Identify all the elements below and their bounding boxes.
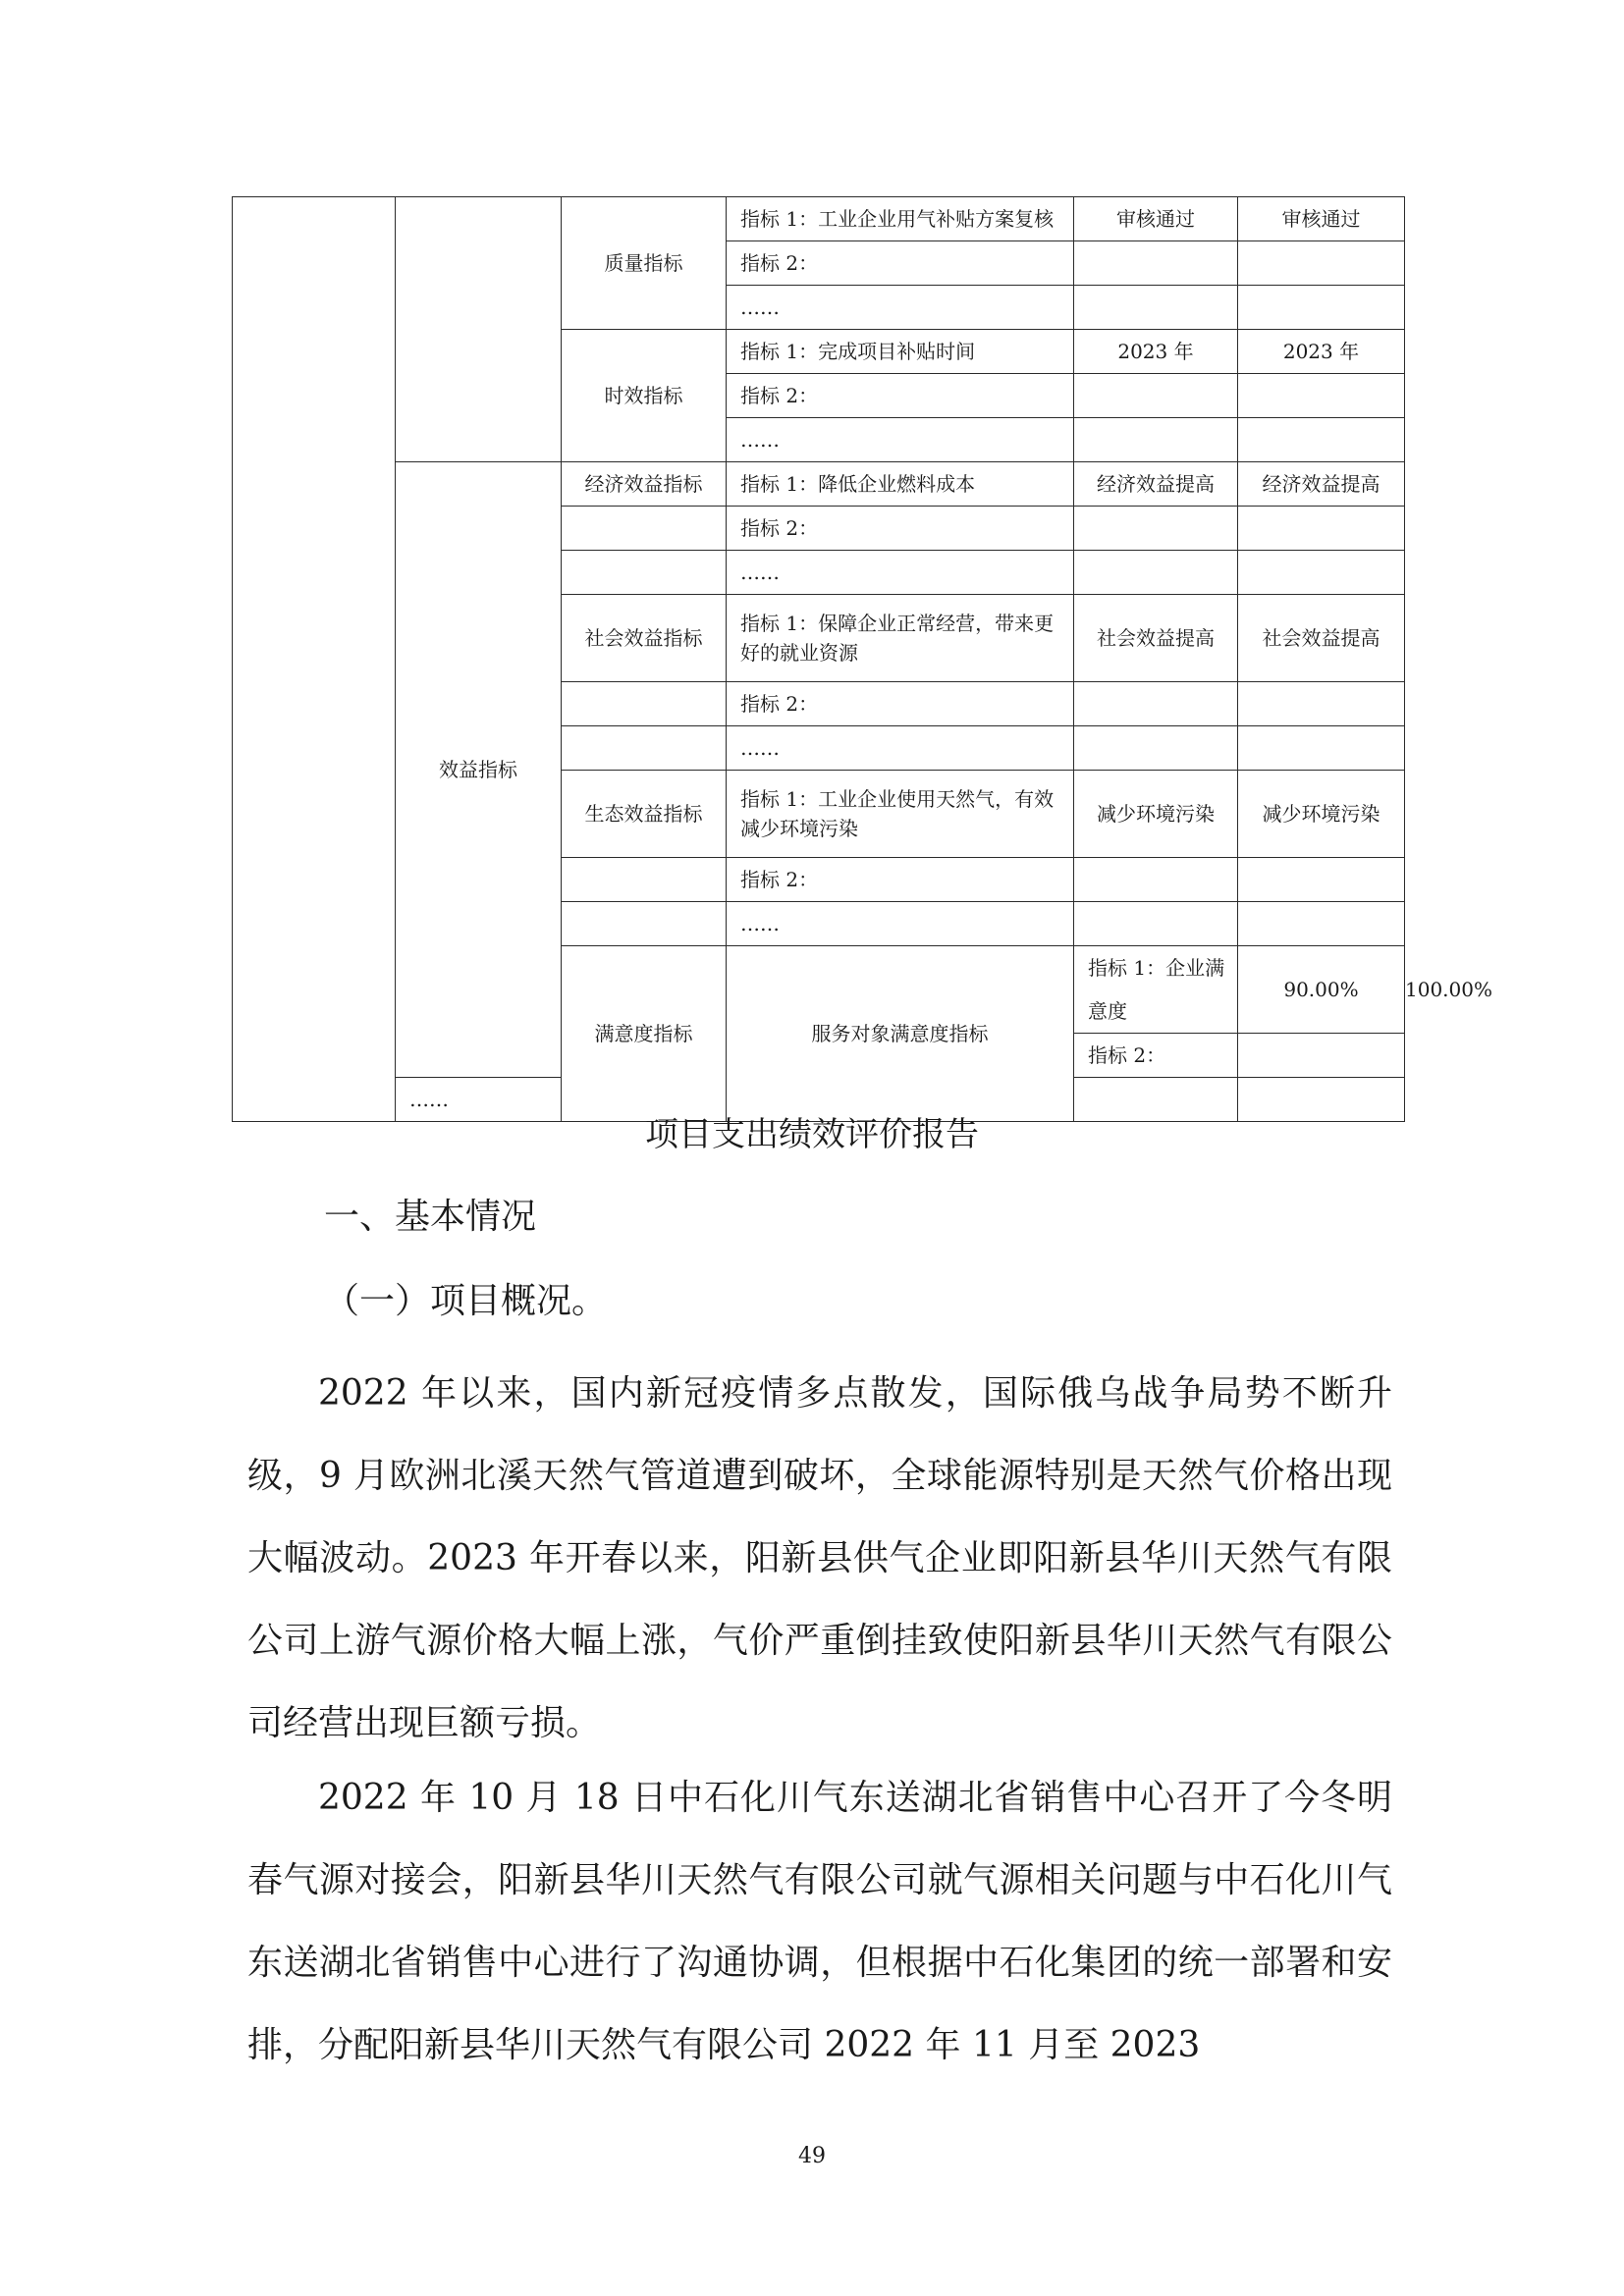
target-cell: 审核通过	[1074, 197, 1238, 241]
actual-cell: 减少环境污染	[1238, 771, 1405, 858]
actual-cell	[1238, 286, 1405, 330]
indicator-cell: 指标 2：	[727, 507, 1074, 551]
indicator-cell: 指标 2：	[727, 858, 1074, 902]
indicator-cell: 指标 1：降低企业燃料成本	[727, 462, 1074, 507]
indicator-cell: ……	[727, 286, 1074, 330]
indicator-cell: ……	[396, 1078, 562, 1122]
blank-cell	[562, 858, 727, 902]
target-cell: 社会效益提高	[1074, 595, 1238, 682]
target-cell: 经济效益提高	[1074, 462, 1238, 507]
actual-cell	[1238, 241, 1405, 286]
target-cell	[1074, 507, 1238, 551]
target-cell	[1074, 682, 1238, 726]
output-cell-blank	[396, 197, 562, 462]
indicator-cell: ……	[727, 418, 1074, 462]
actual-cell: 经济效益提高	[1238, 462, 1405, 507]
service-satisfaction-label: 服务对象满意度指标	[727, 946, 1074, 1122]
table-row: 满意度指标 服务对象满意度指标 指标 1：企业满意度 90.00% 100.00%	[233, 946, 1405, 1034]
subsection-heading: （一）项目概况。	[324, 1281, 608, 1321]
actual-cell	[1238, 902, 1405, 946]
actual-cell: 审核通过	[1238, 197, 1405, 241]
blank-cell	[562, 682, 727, 726]
ecological-benefit-label: 生态效益指标	[562, 771, 727, 858]
target-cell	[1074, 902, 1238, 946]
actual-cell: 2023 年	[1238, 330, 1405, 374]
target-cell	[1238, 1034, 1405, 1078]
indicator-cell: 指标 2：	[727, 682, 1074, 726]
performance-indicator-table	[232, 196, 1492, 1122]
indicator-cell: 指标 1：完成项目补贴时间	[727, 330, 1074, 374]
economic-benefit-label: 经济效益指标	[562, 462, 727, 507]
blank-cell	[562, 551, 727, 595]
social-benefit-label: 社会效益指标	[562, 595, 727, 682]
target-cell	[1074, 551, 1238, 595]
target-cell	[1074, 374, 1238, 418]
blank-cell	[562, 726, 727, 771]
indicator-cell: 指标 2：	[727, 241, 1074, 286]
actual-cell	[1238, 374, 1405, 418]
indicator-cell: 指标 2：	[1074, 1034, 1238, 1078]
section-heading: 一、基本情况	[324, 1197, 537, 1237]
actual-cell	[1238, 726, 1405, 771]
quality-indicator-label: 质量指标	[562, 197, 727, 330]
target-cell	[1074, 418, 1238, 462]
category-cell-blank	[233, 197, 396, 1122]
actual-cell: 社会效益提高	[1238, 595, 1405, 682]
target-cell: 减少环境污染	[1074, 771, 1238, 858]
actual-cell	[1238, 507, 1405, 551]
target-cell: 2023 年	[1074, 330, 1238, 374]
benefit-indicator-label: 效益指标	[396, 462, 562, 1078]
actual-cell	[1238, 551, 1405, 595]
indicator-cell: ……	[727, 902, 1074, 946]
timeliness-indicator-label: 时效指标	[562, 330, 727, 462]
table-row	[233, 462, 1405, 507]
blank-cell	[562, 902, 727, 946]
indicator-cell: 指标 1：工业企业用气补贴方案复核	[727, 197, 1074, 241]
indicator-cell: 指标 2：	[727, 374, 1074, 418]
target-cell	[1074, 286, 1238, 330]
satisfaction-indicator-label: 满意度指标	[562, 946, 727, 1122]
target-cell	[1074, 241, 1238, 286]
target-cell	[1074, 858, 1238, 902]
indicator-cell: ……	[727, 726, 1074, 771]
indicator-cell: 指标 1：保障企业正常经营，带来更好的就业资源	[727, 595, 1074, 682]
body-paragraph: 2022 年 10 月 18 日中石化川气东送湖北省销售中心召开了今冬明春气源对接会，阳新县华川天然气有限公司就气源相关问题与中石化川气东送湖北省销售中心进行了沟通协调，但根据中石化集团的统一部署和安排，分配阳新县华川天然气有限公司 2022 年 11 月至 2023	[247, 1778, 1392, 2065]
actual-cell	[1238, 858, 1405, 902]
target-cell: 90.00%	[1238, 946, 1405, 1034]
actual-cell	[1238, 418, 1405, 462]
blank-cell	[562, 507, 727, 551]
indicator-cell: 指标 1：企业满意度	[1074, 946, 1238, 1034]
page-number: 49	[798, 2144, 826, 2168]
indicator-cell: 指标 1：工业企业使用天然气，有效减少环境污染	[727, 771, 1074, 858]
report-title: 项目支出绩效评价报告	[645, 1115, 979, 1154]
body-paragraph: 2022 年以来，国内新冠疫情多点散发，国际俄乌战争局势不断升级，9 月欧洲北溪天然气管道遭到破坏，全球能源特别是天然气价格出现大幅波动。2023 年开春以来，阳新县供气企业即阳新县华川天然气有限公司上游气源价格大幅上涨，气价严重倒挂致使阳新县华川天然气有限公司经营出现巨额亏损。	[247, 1373, 1392, 1743]
indicator-cell: ……	[727, 551, 1074, 595]
actual-cell	[1238, 682, 1405, 726]
table-row	[233, 197, 1405, 241]
target-cell	[1074, 726, 1238, 771]
